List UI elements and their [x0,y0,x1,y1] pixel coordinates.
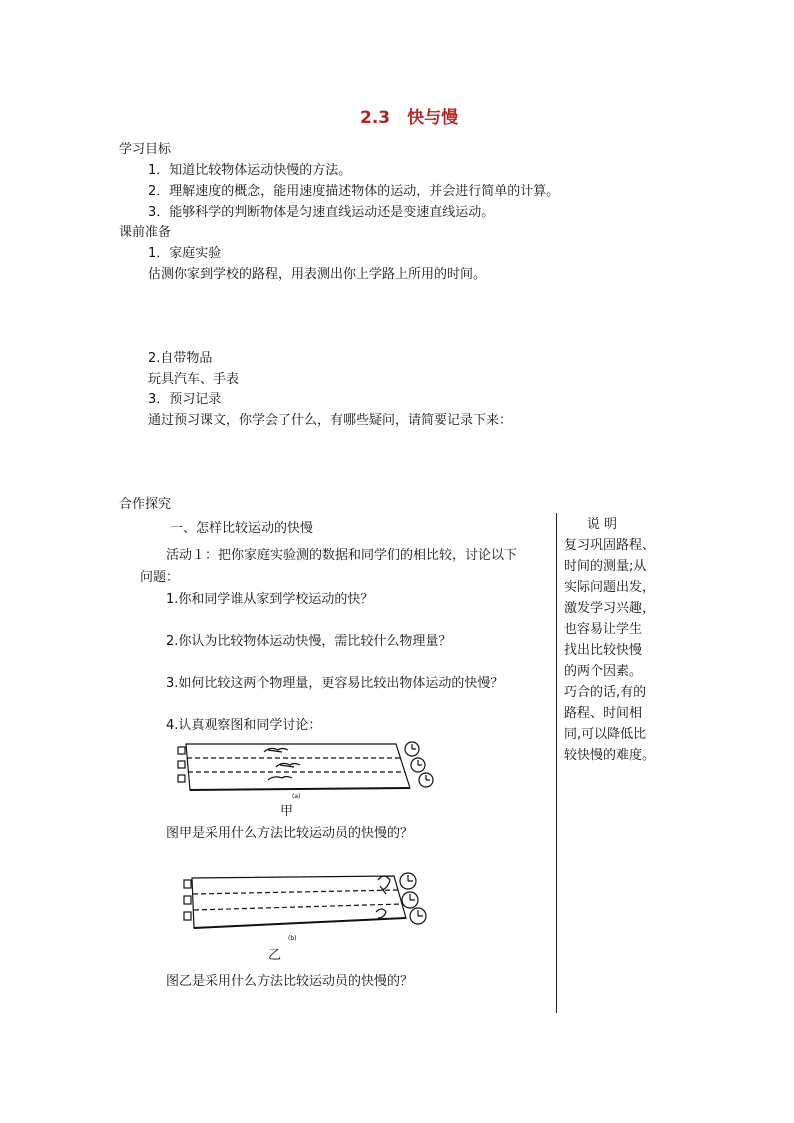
prep-item-2-title: 2.自带物品 [148,351,213,366]
note-line: 找出比较快慢 [564,643,643,658]
prep-item-3-title: 3．预习记录 [148,392,222,407]
note-line: 时间的测量;从 [564,559,647,574]
prep-item-1-title: 1．家庭实验 [148,246,222,261]
prep-item-1-text: 估测你家到学校的路程，用表测出你上学路上所用的时间。 [148,267,487,282]
note-line: 也容易让学生 [564,622,643,637]
figure-b-tag: (b) [288,935,297,942]
note-line: 实际问题出发， [564,580,656,595]
question-2: 2.你认为比较物体运动快慢，需比较什么物理量？ [166,634,452,649]
section-heading-objectives: 学习目标 [119,142,172,157]
note-line: 同,可以降低比 [564,727,647,742]
note-title: 说 明 [586,517,618,532]
note-line: 较快慢的难度。 [564,748,656,763]
figure-a-label: 甲 [280,804,294,819]
objective-item-2: 2．理解速度的概念，能用速度描述物体的运动，并会进行简单的计算。 [148,184,560,199]
note-column [564,514,684,766]
objective-item-1: 1．知道比较物体运动快慢的方法。 [148,163,352,178]
figure-a-race-illustration [176,740,438,800]
note-line: 路程、时间相 [564,706,643,721]
explore-sub-heading: 一、怎样比较运动的快慢 [170,521,314,536]
page-title: 2.3 快与慢 [360,108,459,128]
section-heading-prep: 课前准备 [119,225,172,240]
activity-line-2: 问题： [140,570,180,585]
figure-a-tag: (a) [292,793,301,800]
prep-item-3-text: 通过预习课文，你学会了什么，有哪些疑问，请简要记录下来： [148,413,513,428]
figure-b-question: 图乙是采用什么方法比较运动员的快慢的？ [166,974,414,989]
section-heading-explore: 合作探究 [119,497,172,512]
note-line: 复习巩固路程、 [564,538,656,553]
question-3: 3.如何比较这两个物理量，更容易比较出物体运动的快慢？ [166,676,504,691]
note-line: 的两个因素。 [564,664,643,679]
prep-item-2-text: 玩具汽车、手表 [148,372,240,387]
figure-b-race-illustration [180,868,432,942]
question-4: 4.认真观察图和同学讨论： [166,718,322,733]
activity-line-1: 活动１：把你家庭实验测的数据和同学们的相比较，讨论以下 [166,548,518,563]
question-1: 1.你和同学谁从家到学校运动的快？ [166,592,374,607]
figure-b-label: 乙 [268,948,282,963]
objective-item-3: 3．能够科学的判断物体是匀速直线运动还是变速直线运动。 [148,205,495,220]
note-column-divider [556,513,557,1013]
figure-a-question: 图甲是采用什么方法比较运动员的快慢的？ [166,826,414,841]
note-line: 巧合的话,有的 [564,685,647,700]
note-line: 激发学习兴趣， [564,601,656,616]
